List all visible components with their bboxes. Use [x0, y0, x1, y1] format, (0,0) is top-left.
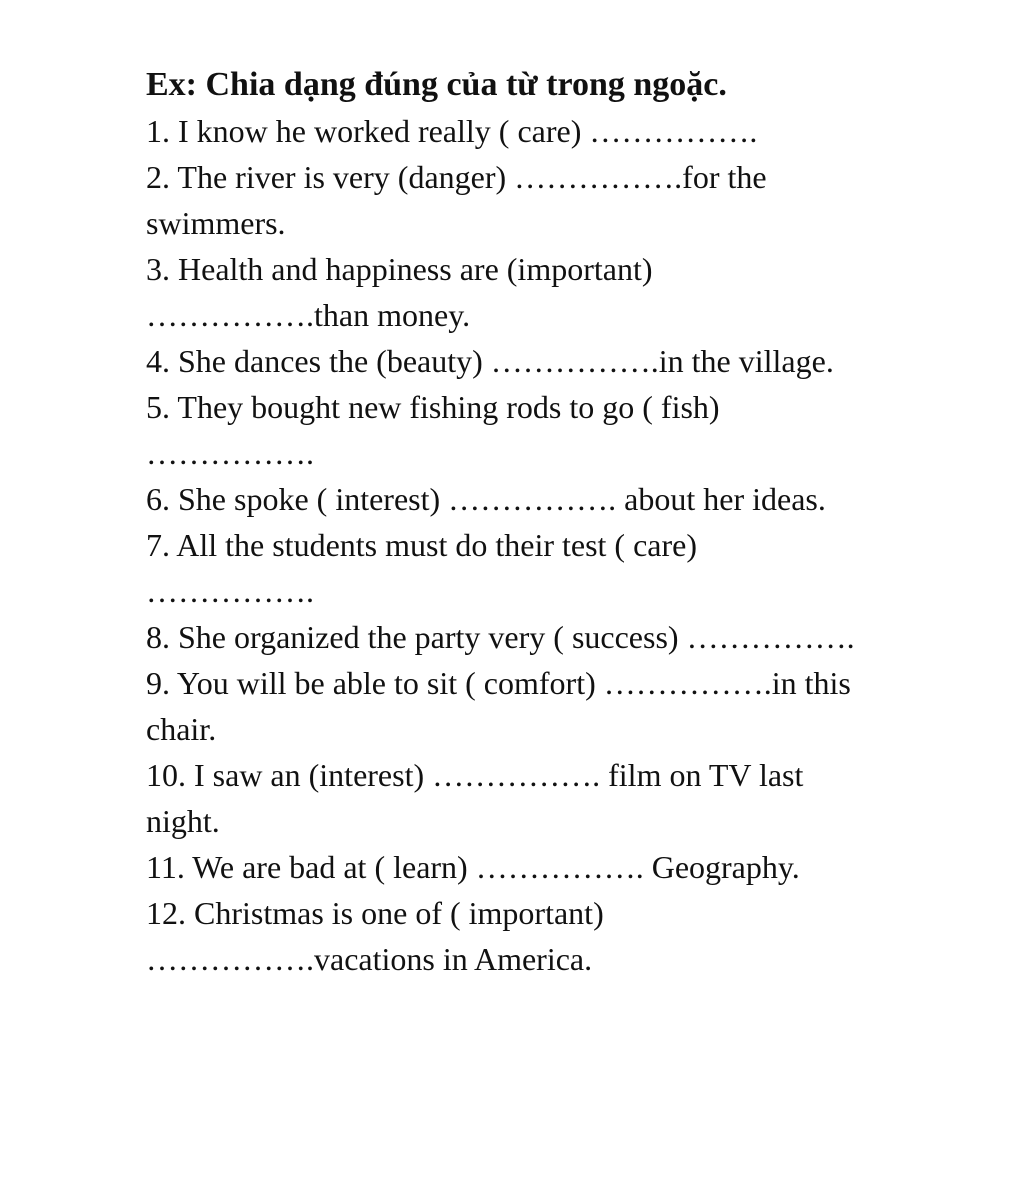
exercise-line-4: 3. Health and happiness are (important)	[146, 251, 653, 287]
exercise-line-5: …………….than money.	[146, 297, 471, 333]
exercise-line-2: 2. The river is very (danger) …………….for the	[146, 159, 767, 195]
exercise-line-7: 5. They bought new fishing rods to go ( fish)	[146, 389, 720, 425]
exercise-title: Ex: Chia dạng đúng của từ trong ngoặc.	[146, 66, 727, 103]
exercise-sheet	[146, 62, 1006, 982]
exercise-line-15: 10. I saw an (interest) ……………. film on TV last	[146, 757, 804, 793]
exercise-line-13: 9. You will be able to sit ( comfort) …………….in this	[146, 665, 851, 701]
exercise-line-12: 8. She organized the party very ( success) …………….	[146, 619, 855, 655]
exercise-line-3: swimmers.	[146, 205, 286, 241]
exercise-line-9: 6. She spoke ( interest) ……………. about her ideas.	[146, 481, 826, 517]
exercise-line-14: chair.	[146, 711, 217, 747]
exercise-line-10: 7. All the students must do their test ( care)	[146, 527, 697, 563]
exercise-line-8: …………….	[146, 435, 314, 471]
exercise-line-6: 4. She dances the (beauty) …………….in the village.	[146, 343, 834, 379]
exercise-line-17: 11. We are bad at ( learn) ……………. Geography.	[146, 849, 800, 885]
exercise-line-16: night.	[146, 803, 220, 839]
exercise-line-18: 12. Christmas is one of ( important)	[146, 895, 604, 931]
exercise-line-19: …………….vacations in America.	[146, 941, 593, 977]
exercise-line-11: …………….	[146, 573, 314, 609]
exercise-line-1: 1. I know he worked really ( care) …………….	[146, 113, 758, 149]
